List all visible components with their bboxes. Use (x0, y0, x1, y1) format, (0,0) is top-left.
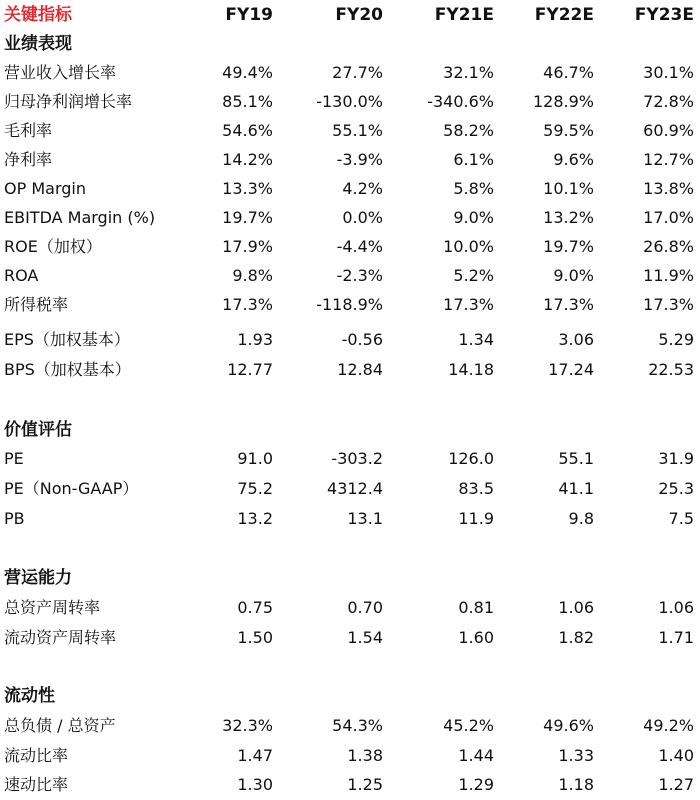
column-header-fy19: FY19 (225, 5, 273, 25)
cell-fy23e: 5.29 (658, 330, 694, 349)
cell-fy20: 27.7% (332, 63, 383, 82)
table-row (0, 355, 700, 385)
cell-fy19: 14.2% (222, 150, 273, 169)
cell-fy21e: 14.18 (448, 360, 494, 379)
section-heading-performance (0, 29, 700, 59)
row-label: 所得税率 (4, 295, 69, 314)
cell-fy23e: 12.7% (643, 150, 694, 169)
cell-fy20: 55.1% (332, 121, 383, 140)
cell-fy23e: 17.3% (643, 295, 694, 314)
table-row (0, 504, 700, 534)
row-label: 营业收入增长率 (4, 63, 117, 82)
table-row (0, 58, 700, 88)
cell-fy20: 1.25 (347, 775, 383, 794)
cell-fy20: -118.9% (316, 295, 383, 314)
cell-fy21e: 11.9 (458, 509, 494, 528)
cell-fy23e: 49.2% (643, 716, 694, 735)
cell-fy19: 75.2 (237, 479, 273, 498)
cell-fy22e: 19.7% (543, 237, 594, 256)
cell-fy20: 1.38 (347, 746, 383, 765)
section-title: 流动性 (4, 686, 55, 706)
column-header-fy21e: FY21E (434, 5, 494, 25)
cell-fy22e: 9.6% (553, 150, 594, 169)
section-heading-liquidity (0, 681, 700, 711)
cell-fy21e: 83.5 (458, 479, 494, 498)
table-row (0, 325, 700, 355)
cell-fy22e: 46.7% (543, 63, 594, 82)
cell-fy19: 85.1% (222, 92, 273, 111)
column-header-fy22e: FY22E (534, 5, 594, 25)
cell-fy20: 4.2% (342, 179, 383, 198)
table-row (0, 174, 700, 204)
cell-fy21e: 32.1% (443, 63, 494, 82)
cell-fy19: 0.75 (237, 598, 273, 617)
cell-fy19: 12.77 (227, 360, 273, 379)
cell-fy19: 13.3% (222, 179, 273, 198)
cell-fy21e: 6.1% (453, 150, 494, 169)
cell-fy19: 1.93 (237, 330, 273, 349)
cell-fy19: 19.7% (222, 208, 273, 227)
cell-fy23e: 1.06 (658, 598, 694, 617)
cell-fy20: 13.1 (347, 509, 383, 528)
row-label: ROE（加权） (4, 237, 102, 256)
row-label: PB (4, 509, 25, 528)
cell-fy23e: 1.27 (658, 775, 694, 794)
cell-fy21e: 45.2% (443, 716, 494, 735)
table-row (0, 623, 700, 653)
cell-fy21e: 1.29 (458, 775, 494, 794)
table-row (0, 593, 700, 623)
cell-fy19: 1.50 (237, 628, 273, 647)
cell-fy22e: 10.1% (543, 179, 594, 198)
cell-fy21e: 5.2% (453, 266, 494, 285)
table-row (0, 474, 700, 504)
table-row (0, 290, 700, 320)
cell-fy23e: 13.8% (643, 179, 694, 198)
cell-fy22e: 17.3% (543, 295, 594, 314)
row-label: 速动比率 (4, 775, 69, 794)
section-title: 业绩表现 (4, 34, 72, 54)
cell-fy19: 1.47 (237, 746, 273, 765)
section-heading-operating (0, 563, 700, 593)
cell-fy22e: 1.82 (558, 628, 594, 647)
row-label: 总负债 / 总资产 (4, 716, 116, 735)
cell-fy23e: 31.9 (658, 449, 694, 468)
cell-fy23e: 72.8% (643, 92, 694, 111)
column-header-fy23e: FY23E (634, 5, 694, 25)
table-row (0, 741, 700, 771)
cell-fy22e: 49.6% (543, 716, 594, 735)
cell-fy20: -3.9% (336, 150, 383, 169)
table-row (0, 116, 700, 146)
cell-fy22e: 128.9% (532, 92, 594, 111)
cell-fy22e: 13.2% (543, 208, 594, 227)
cell-fy23e: 26.8% (643, 237, 694, 256)
cell-fy19: 17.9% (222, 237, 273, 256)
cell-fy21e: 5.8% (453, 179, 494, 198)
row-label: 流动比率 (4, 746, 69, 765)
table-row (0, 711, 700, 741)
section-title: 营运能力 (4, 568, 72, 588)
table-row (0, 444, 700, 474)
cell-fy21e: -340.6% (427, 92, 494, 111)
cell-fy22e: 3.06 (558, 330, 594, 349)
cell-fy19: 9.8% (232, 266, 273, 285)
table-row (0, 203, 700, 233)
cell-fy21e: 58.2% (443, 121, 494, 140)
table-row (0, 87, 700, 117)
row-label: EPS（加权基本） (4, 330, 130, 349)
cell-fy22e: 1.06 (558, 598, 594, 617)
row-label: 总资产周转率 (4, 598, 101, 617)
cell-fy20: 4312.4 (327, 479, 383, 498)
cell-fy20: 0.0% (342, 208, 383, 227)
cell-fy22e: 9.8 (568, 509, 594, 528)
row-label: OP Margin (4, 179, 86, 198)
cell-fy20: 1.54 (347, 628, 383, 647)
cell-fy19: 1.30 (237, 775, 273, 794)
row-label: PE（Non-GAAP） (4, 479, 139, 498)
row-label: 归母净利润增长率 (4, 92, 133, 111)
row-label: 净利率 (4, 150, 53, 169)
cell-fy23e: 17.0% (643, 208, 694, 227)
cell-fy23e: 25.3 (658, 479, 694, 498)
table-header (0, 0, 700, 30)
section-heading-valuation (0, 415, 700, 445)
cell-fy19: 32.3% (222, 716, 273, 735)
cell-fy20: 0.70 (347, 598, 383, 617)
cell-fy22e: 55.1 (558, 449, 594, 468)
row-label: PE (4, 449, 24, 468)
cell-fy21e: 1.44 (458, 746, 494, 765)
cell-fy19: 13.2 (237, 509, 273, 528)
row-label: EBITDA Margin (%) (4, 208, 156, 227)
cell-fy19: 91.0 (237, 449, 273, 468)
row-label: 流动资产周转率 (4, 628, 117, 647)
cell-fy21e: 0.81 (458, 598, 494, 617)
cell-fy21e: 10.0% (443, 237, 494, 256)
cell-fy22e: 41.1 (558, 479, 594, 498)
section-title: 价值评估 (4, 420, 72, 440)
cell-fy23e: 60.9% (643, 121, 694, 140)
cell-fy23e: 7.5 (668, 509, 694, 528)
cell-fy21e: 9.0% (453, 208, 494, 227)
cell-fy19: 17.3% (222, 295, 273, 314)
table-row (0, 232, 700, 262)
cell-fy20: -130.0% (316, 92, 383, 111)
cell-fy20: -4.4% (336, 237, 383, 256)
cell-fy23e: 1.40 (658, 746, 694, 765)
row-label: BPS（加权基本） (4, 360, 131, 379)
cell-fy21e: 126.0 (448, 449, 494, 468)
cell-fy19: 49.4% (222, 63, 273, 82)
cell-fy21e: 1.60 (458, 628, 494, 647)
cell-fy22e: 9.0% (553, 266, 594, 285)
cell-fy20: 12.84 (337, 360, 383, 379)
table-row (0, 145, 700, 175)
cell-fy22e: 59.5% (543, 121, 594, 140)
cell-fy23e: 1.71 (658, 628, 694, 647)
cell-fy20: -303.2 (331, 449, 383, 468)
cell-fy23e: 30.1% (643, 63, 694, 82)
table-row (0, 770, 700, 800)
column-header-fy20: FY20 (335, 5, 383, 25)
cell-fy21e: 17.3% (443, 295, 494, 314)
cell-fy22e: 1.33 (558, 746, 594, 765)
cell-fy21e: 1.34 (458, 330, 494, 349)
row-label: 毛利率 (4, 121, 53, 140)
row-label: ROA (4, 266, 39, 285)
cell-fy22e: 17.24 (548, 360, 594, 379)
cell-fy23e: 22.53 (648, 360, 694, 379)
cell-fy19: 54.6% (222, 121, 273, 140)
table-row (0, 261, 700, 291)
cell-fy23e: 11.9% (643, 266, 694, 285)
cell-fy20: -2.3% (336, 266, 383, 285)
cell-fy20: 54.3% (332, 716, 383, 735)
cell-fy20: -0.56 (341, 330, 383, 349)
table-title: 关键指标 (4, 5, 72, 25)
cell-fy22e: 1.18 (558, 775, 594, 794)
